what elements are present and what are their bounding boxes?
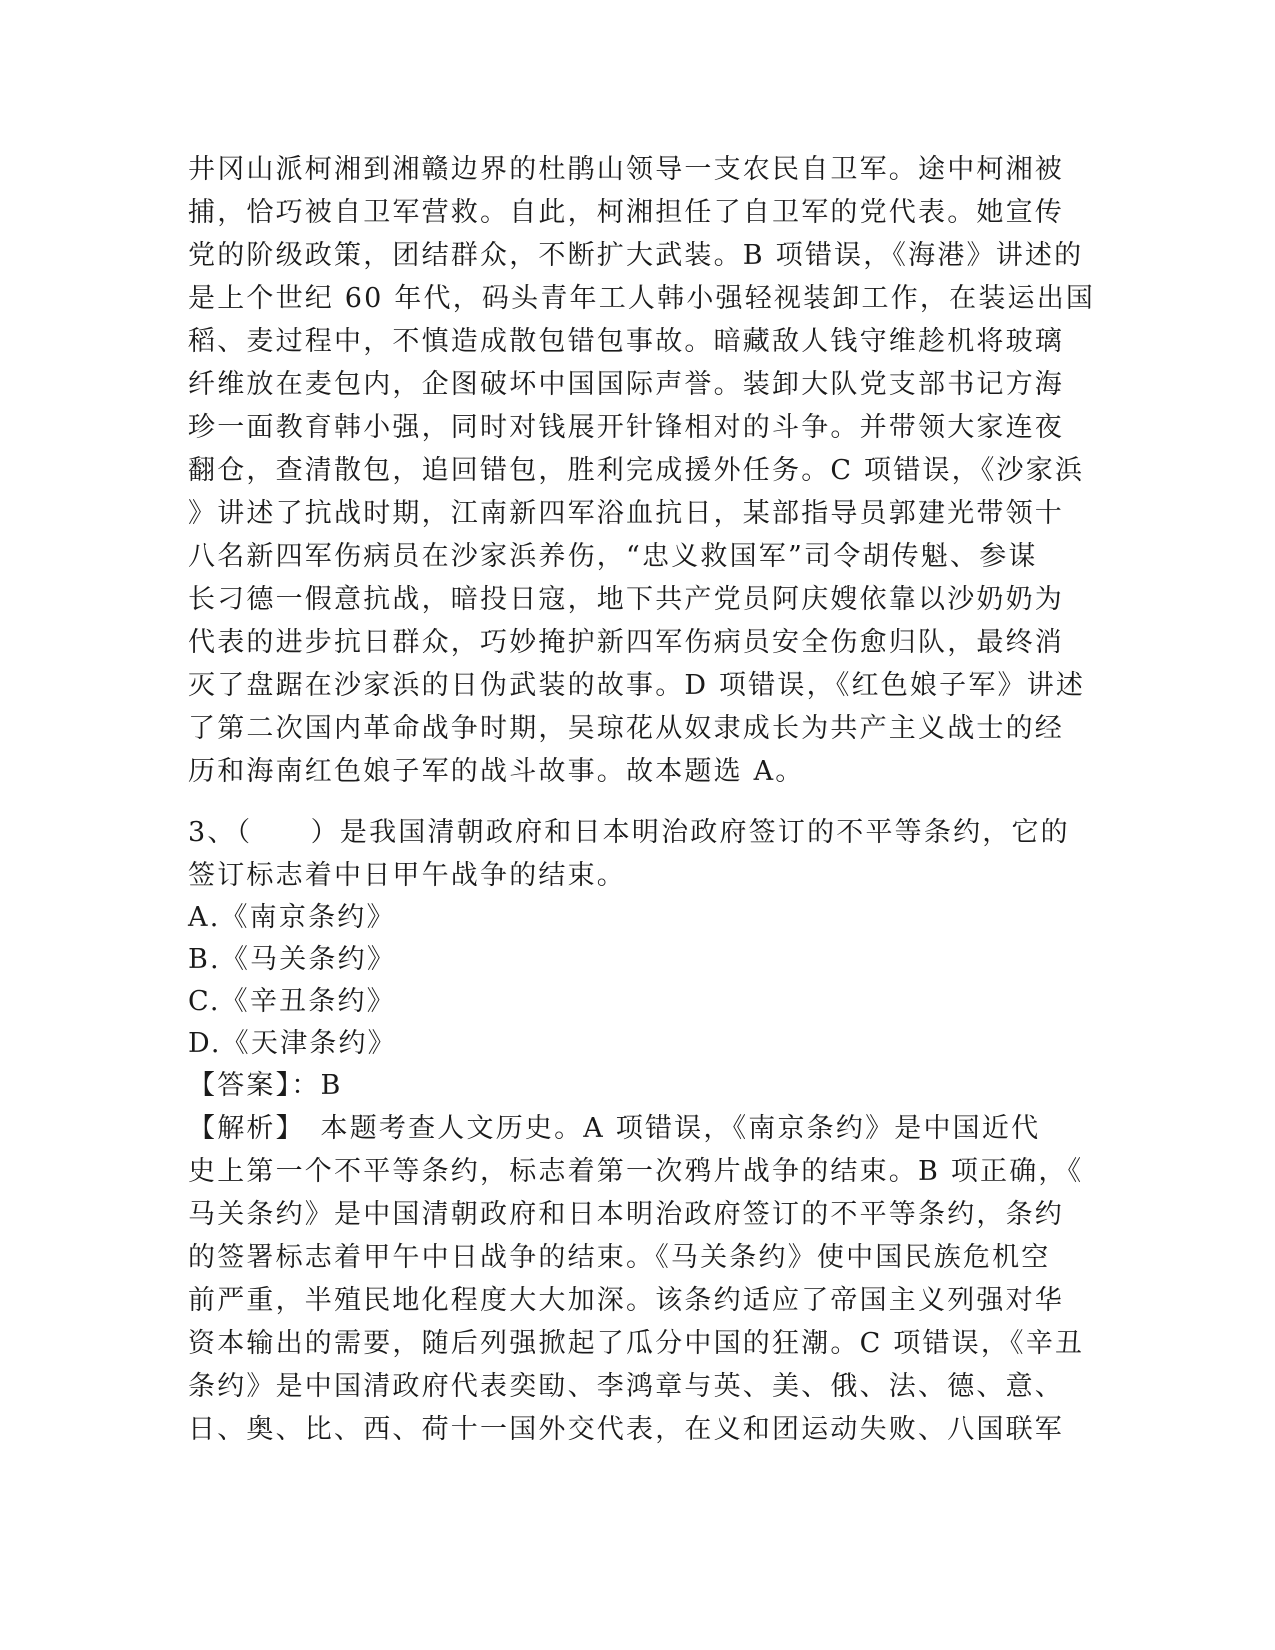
analysis-line: 日、奥、比、西、荷十一国外交代表，在义和团运动失败、八国联军: [188, 1414, 1064, 1445]
analysis-line: 条约》是中国清政府代表奕劻、李鸿章与英、美、俄、法、德、意、: [188, 1371, 1064, 1402]
analysis-line: 资本输出的需要，随后列强掀起了瓜分中国的狂潮。C 项错误，《辛丑: [188, 1328, 1085, 1359]
option-list: [188, 897, 1088, 1065]
paragraph-line: 了第二次国内革命战争时期，吴琼花从奴隶成长为共产主义战士的经: [188, 713, 1064, 744]
answer-line: 【答案】：B: [188, 1070, 343, 1101]
option-b: B.《马关条约》: [188, 944, 397, 975]
paragraph-line: 灭了盘踞在沙家浜的日伪武装的故事。D 项错误，《红色娘子军》讲述: [188, 670, 1086, 701]
analysis-line: 前严重，半殖民地化程度大大加深。该条约适应了帝国主义列强对华: [188, 1285, 1064, 1316]
previous-explanation-block: [188, 148, 1096, 793]
paragraph-line: 八名新四军伤病员在沙家浜养伤，“忠义救国军”司令胡传魁、参谋: [188, 541, 1038, 572]
analysis-line: 【解析】 本题考查人文历史。A 项错误，《南京条约》是中国近代: [188, 1113, 1041, 1144]
paragraph-line: 历和海南红色娘子军的战斗故事。故本题选 A。: [188, 756, 805, 787]
paragraph-line: 》讲述了抗战时期，江南新四军浴血抗日，某部指导员郭建光带领十: [188, 498, 1064, 529]
paragraph-line: 长刁德一假意抗战，暗投日寇，地下共产党员阿庆嫂依靠以沙奶奶为: [188, 584, 1064, 615]
question-3: [188, 811, 1088, 1451]
paragraph-line: 代表的进步抗日群众，巧妙掩护新四军伤病员安全伤愈归队，最终消: [188, 627, 1064, 658]
option-c: C.《辛丑条约》: [188, 986, 396, 1017]
paragraph-line: 捕，恰巧被自卫军营救。自此，柯湘担任了自卫军的党代表。她宣传: [188, 197, 1064, 228]
option-d: D.《天津条约》: [188, 1028, 397, 1059]
paragraph-line: 纤维放在麦包内，企图破坏中国国际声誉。装卸大队党支部书记方海: [188, 369, 1064, 400]
paragraph-line: 稻、麦过程中，不慎造成散包错包事故。暗藏敌人钱守维趁机将玻璃: [188, 326, 1064, 357]
analysis-line: 史上第一个不平等条约，标志着第一次鸦片战争的结束。B 项正确，《: [188, 1156, 1084, 1187]
paragraph-line: 党的阶级政策，团结群众，不断扩大武装。B 项错误，《海港》讲述的: [188, 240, 1084, 271]
paragraph-line: 井冈山派柯湘到湘赣边界的杜鹃山领导一支农民自卫军。途中柯湘被: [188, 154, 1064, 185]
paragraph-line: 翻仓，查清散包，追回错包，胜利完成援外任务。C 项错误，《沙家浜: [188, 455, 1085, 486]
paragraph-line: 珍一面教育韩小强，同时对钱展开针锋相对的斗争。并带领大家连夜: [188, 412, 1064, 443]
analysis-block: [188, 1107, 1088, 1451]
page-content: [188, 148, 1096, 1451]
paragraph-line: 是上个世纪 60 年代，码头青年工人韩小强轻视装卸工作，在装运出国: [188, 283, 1096, 314]
question-stem-line: 签订标志着中日甲午战争的结束。: [188, 860, 626, 891]
question-stem: [188, 811, 1088, 897]
analysis-line: 的签署标志着甲午中日战争的结束。《马关条约》使中国民族危机空: [188, 1242, 1051, 1273]
question-stem-line: 3、（ ）是我国清朝政府和日本明治政府签订的不平等条约，它的: [188, 817, 1070, 848]
option-a: A.《南京条约》: [188, 902, 396, 933]
block-gap: [188, 793, 1088, 811]
analysis-line: 马关条约》是中国清朝政府和日本明治政府签订的不平等条约，条约: [188, 1199, 1064, 1230]
